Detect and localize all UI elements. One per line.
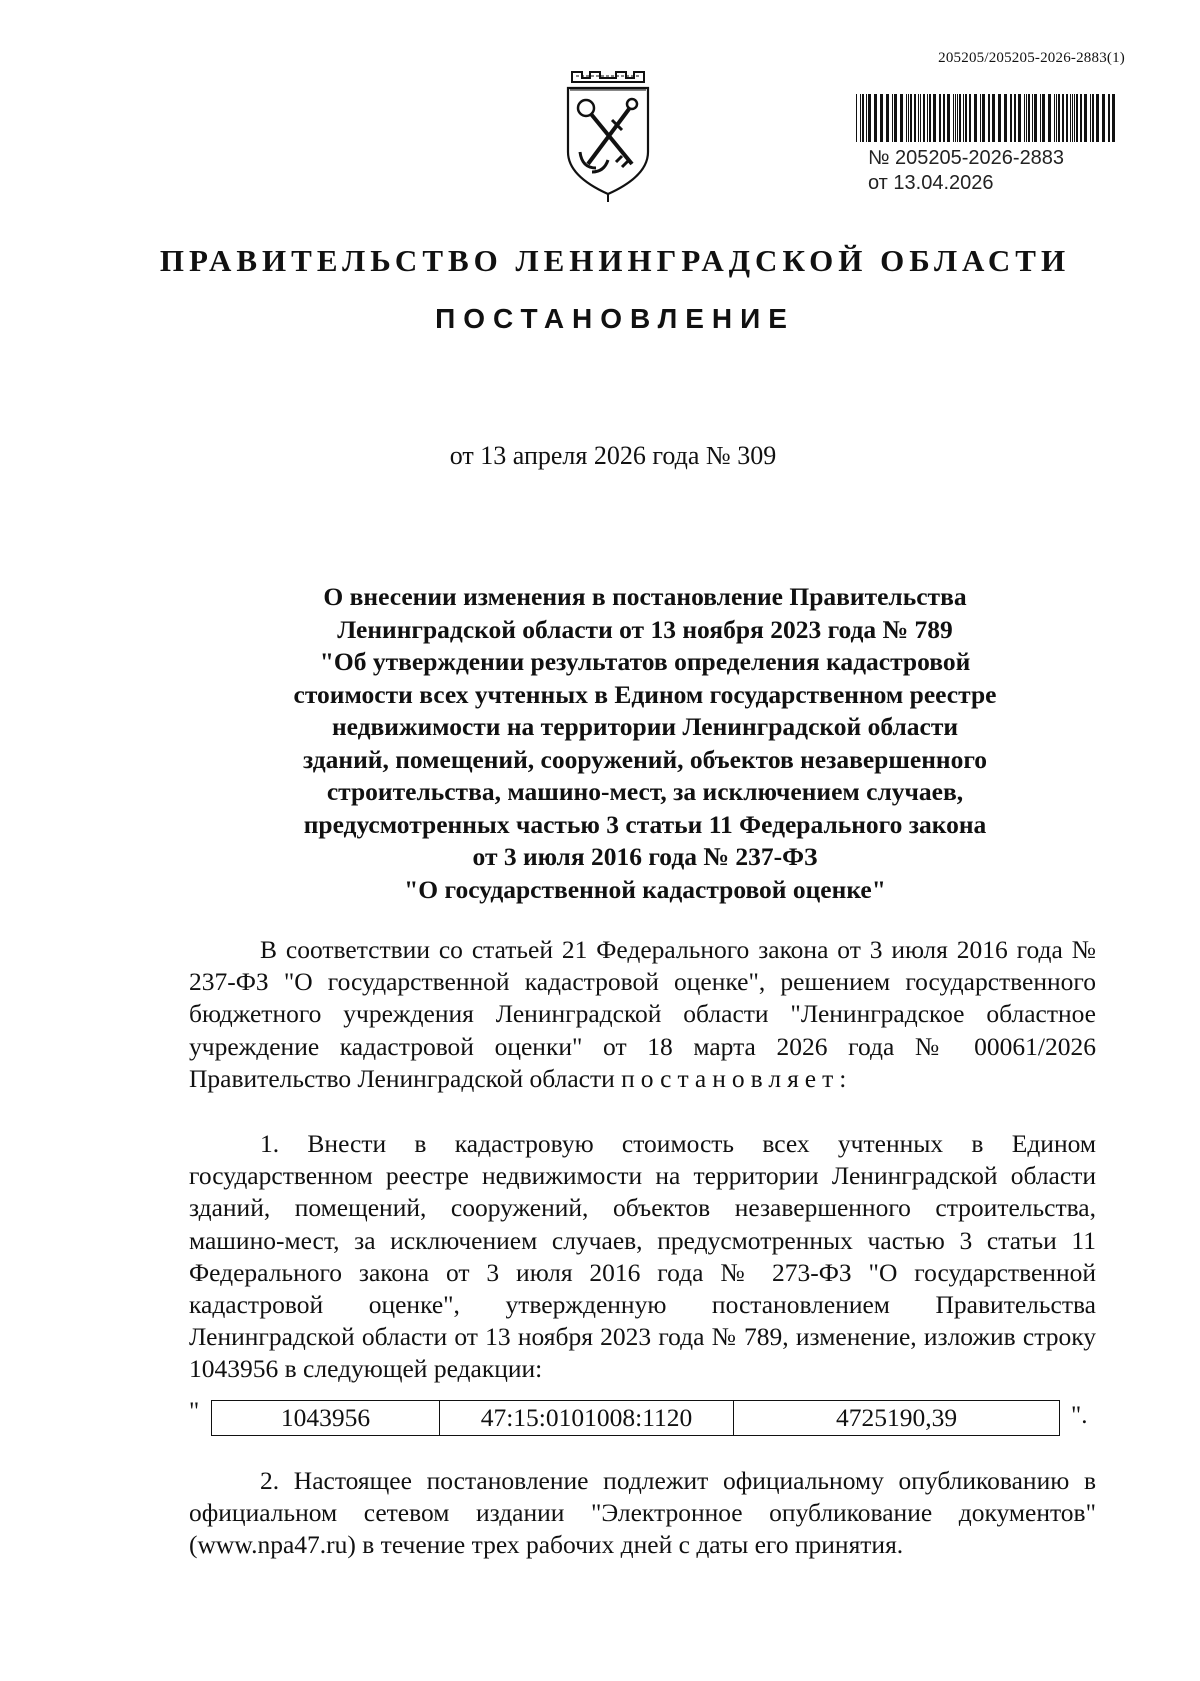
subject-line: "Об утверждении результатов определения кадастровой xyxy=(319,647,971,676)
registration-stamp xyxy=(868,146,1064,196)
cadastral-table-grid xyxy=(211,1400,1060,1436)
preamble-end: : xyxy=(839,1063,847,1093)
preamble-text: В соответствии со статьей 21 Федерального закона от 3 июля 2016 года № 237-ФЗ "О государственной кадастровой оценке", решением государственного бюджетного учреждения Ленинградской области "Ленинградское областное учреждение кадастровой оценки" от 18 марта 2026 года № 00061/2026 Правительство Ленинградской области xyxy=(189,935,1096,1093)
preamble-paragraph xyxy=(189,934,1096,1095)
coat-of-arms-icon xyxy=(556,68,660,202)
preamble-verb: постановляет xyxy=(621,1063,840,1093)
subject-line: строительства, машино-мест, за исключением случаев, xyxy=(326,777,964,806)
table-open-quote: " xyxy=(189,1398,200,1425)
resolution-date-number: от 13 апреля 2026 года № 309 xyxy=(449,441,777,470)
registration-number: № 205205-2026-2883 xyxy=(868,147,1065,169)
resolution-subject xyxy=(220,581,1070,906)
table-row xyxy=(212,1401,1060,1436)
registration-date: от 13.04.2026 xyxy=(868,172,994,194)
subject-line: О внесении изменения в постановление Правительства xyxy=(323,582,967,611)
subject-line: стоимости всех учтенных в Едином государственном реестре xyxy=(293,679,997,709)
cadastral-table xyxy=(189,1400,1096,1440)
table-cell-cadastral-value: 4725190,39 xyxy=(734,1401,1060,1436)
document-type: ПОСТАНОВЛЕНИЕ xyxy=(435,303,795,334)
item-1-paragraph: 1. Внести в кадастровую стоимость всех учтенных в Едином государственном реестре недвижимости на территории Ленинградской области зданий, помещений, сооружений, объектов незавершенного строительства, машино-мест, за исключением случаев, предусмотренных частью 3 статьи 11 Федерального закона от 3 июля 2016 года № 273-ФЗ "О государственной кадастровой оценке", утвержденную постановлением Правительства Ленинградской области от 13 ноября 2023 года № 789, изменение, изложив строку 1043956 в следующей редакции: xyxy=(189,1129,1096,1384)
subject-line: предусмотренных частью 3 статьи 11 Федерального закона xyxy=(303,809,987,839)
government-title: ПРАВИТЕЛЬСТВО ЛЕНИНГРАДСКОЙ ОБЛАСТИ xyxy=(159,243,1071,278)
table-cell-line-number: 1043956 xyxy=(212,1401,440,1436)
subject-line: "О государственной кадастровой оценке" xyxy=(404,874,886,904)
item-2-paragraph: 2. Настоящее постановление подлежит официальному опубликованию в официальном сетевом издании "Электронное опубликование документов" (www.npa47.ru) в течение трех рабочих дней с даты его принятия. xyxy=(189,1466,1096,1560)
subject-line: Ленинградской области от 13 ноября 2023 года № 789 xyxy=(337,614,953,644)
subject-line: недвижимости на территории Ленинградской области xyxy=(331,712,959,741)
subject-line: от 3 июля 2016 года № 237-ФЗ xyxy=(472,842,818,871)
document-reference: 205205/205205-2026-2883(1) xyxy=(938,50,1125,66)
barcode-icon xyxy=(856,94,1118,142)
subject-line: зданий, помещений, сооружений, объектов незавершенного xyxy=(302,744,988,774)
table-close-quote: ". xyxy=(1071,1402,1088,1429)
table-cell-cadastral-number: 47:15:0101008:1120 xyxy=(440,1401,734,1436)
